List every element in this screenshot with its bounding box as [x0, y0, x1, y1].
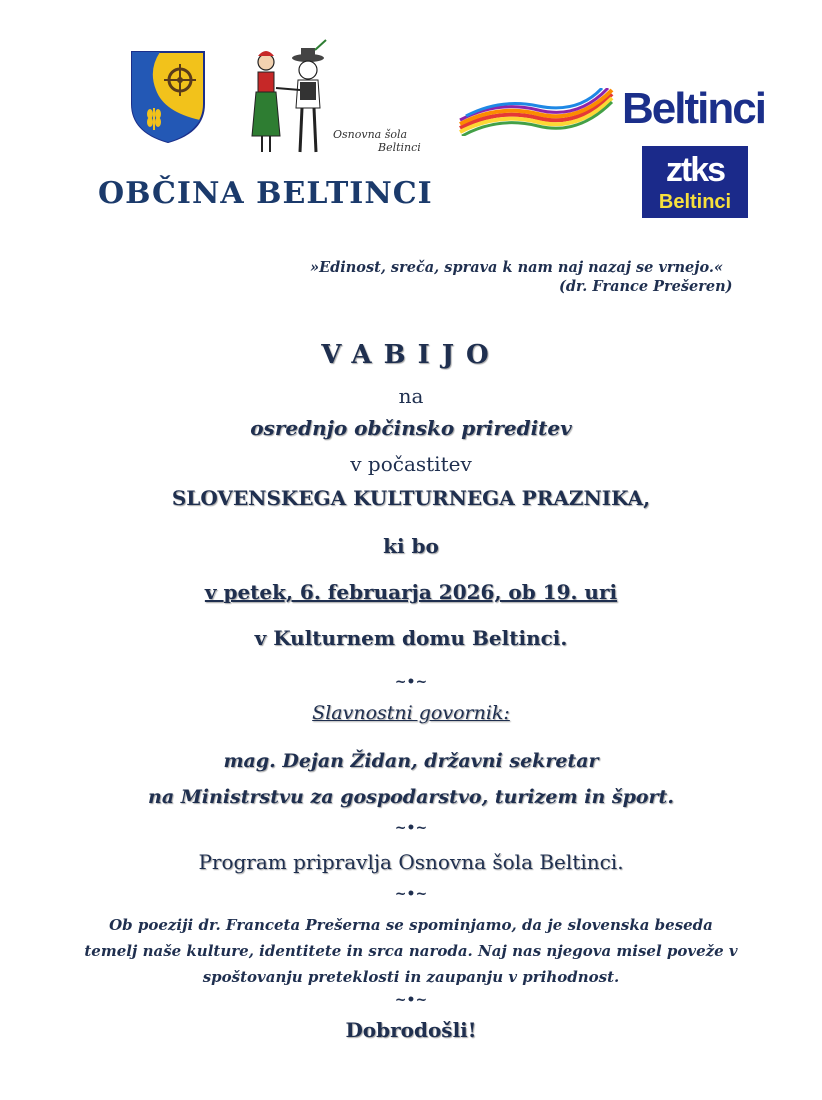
program-line: Program pripravlja Osnovna šola Beltinci. — [198, 850, 624, 874]
school-caption-line2: Beltinci — [378, 141, 421, 154]
rainbow-ribbon-icon — [458, 88, 614, 136]
speaker-line1: mag. Dejan Židan, državni sekretar — [223, 750, 599, 772]
school-caption-line1: Osnovna šola — [333, 128, 408, 141]
speaker-line2: na Ministrstvu za gospodarstvo, turizem in šport. — [148, 786, 674, 808]
closing-quote-line1: Ob poeziji dr. Franceta Prešerna se spominjamo, da je slovenska beseda — [109, 916, 713, 934]
event-name: osrednjo občinsko prireditev — [250, 416, 572, 440]
holiday-name: SLOVENSKEGA KULTURNEGA PRAZNIKA, — [171, 486, 651, 510]
ztks-subtitle: Beltinci — [658, 191, 732, 213]
honour-line: v počastitev — [350, 452, 472, 476]
separator: ~•~ — [394, 886, 428, 902]
separator: ~•~ — [394, 674, 428, 690]
ztks-logo — [642, 146, 748, 218]
school-logo-dancers-icon — [248, 38, 334, 158]
separator: ~•~ — [394, 820, 428, 836]
motto-text: »Edinost, sreča, sprava k nam naj nazaj se vrnejo.« — [310, 259, 724, 276]
motto-author: (dr. France Prešeren) — [559, 278, 733, 295]
date-time — [0, 580, 822, 604]
speaker-label — [0, 702, 822, 724]
ki-bo-line: ki bo — [383, 534, 439, 558]
invite-heading: VABIJO — [321, 340, 501, 370]
closing-quote-line3: spoštovanju preteklosti in zaupanju v prihodnost. — [202, 968, 620, 986]
separator: ~•~ — [394, 992, 428, 1008]
line-na: na — [398, 384, 424, 408]
municipality-name: OBČINA BELTINCI — [98, 176, 433, 211]
welcome-text: Dobrodošli! — [345, 1018, 477, 1042]
closing-quote-line2: temelj naše kulture, identitete in srca naroda. Naj nas njegova misel poveže v — [84, 942, 738, 960]
closing-quote — [0, 912, 822, 990]
ztks-mark: ztks — [665, 151, 725, 189]
beltinci-wordmark: Beltinci — [622, 84, 765, 133]
date-time-text: v petek, 6. februarja 2026, ob 19. uri — [204, 580, 618, 604]
school-caption — [333, 128, 421, 154]
venue: v Kulturnem domu Beltinci. — [254, 626, 568, 650]
speaker-label-text: Slavnostni govornik: — [312, 702, 510, 724]
coat-of-arms-icon — [130, 50, 206, 144]
